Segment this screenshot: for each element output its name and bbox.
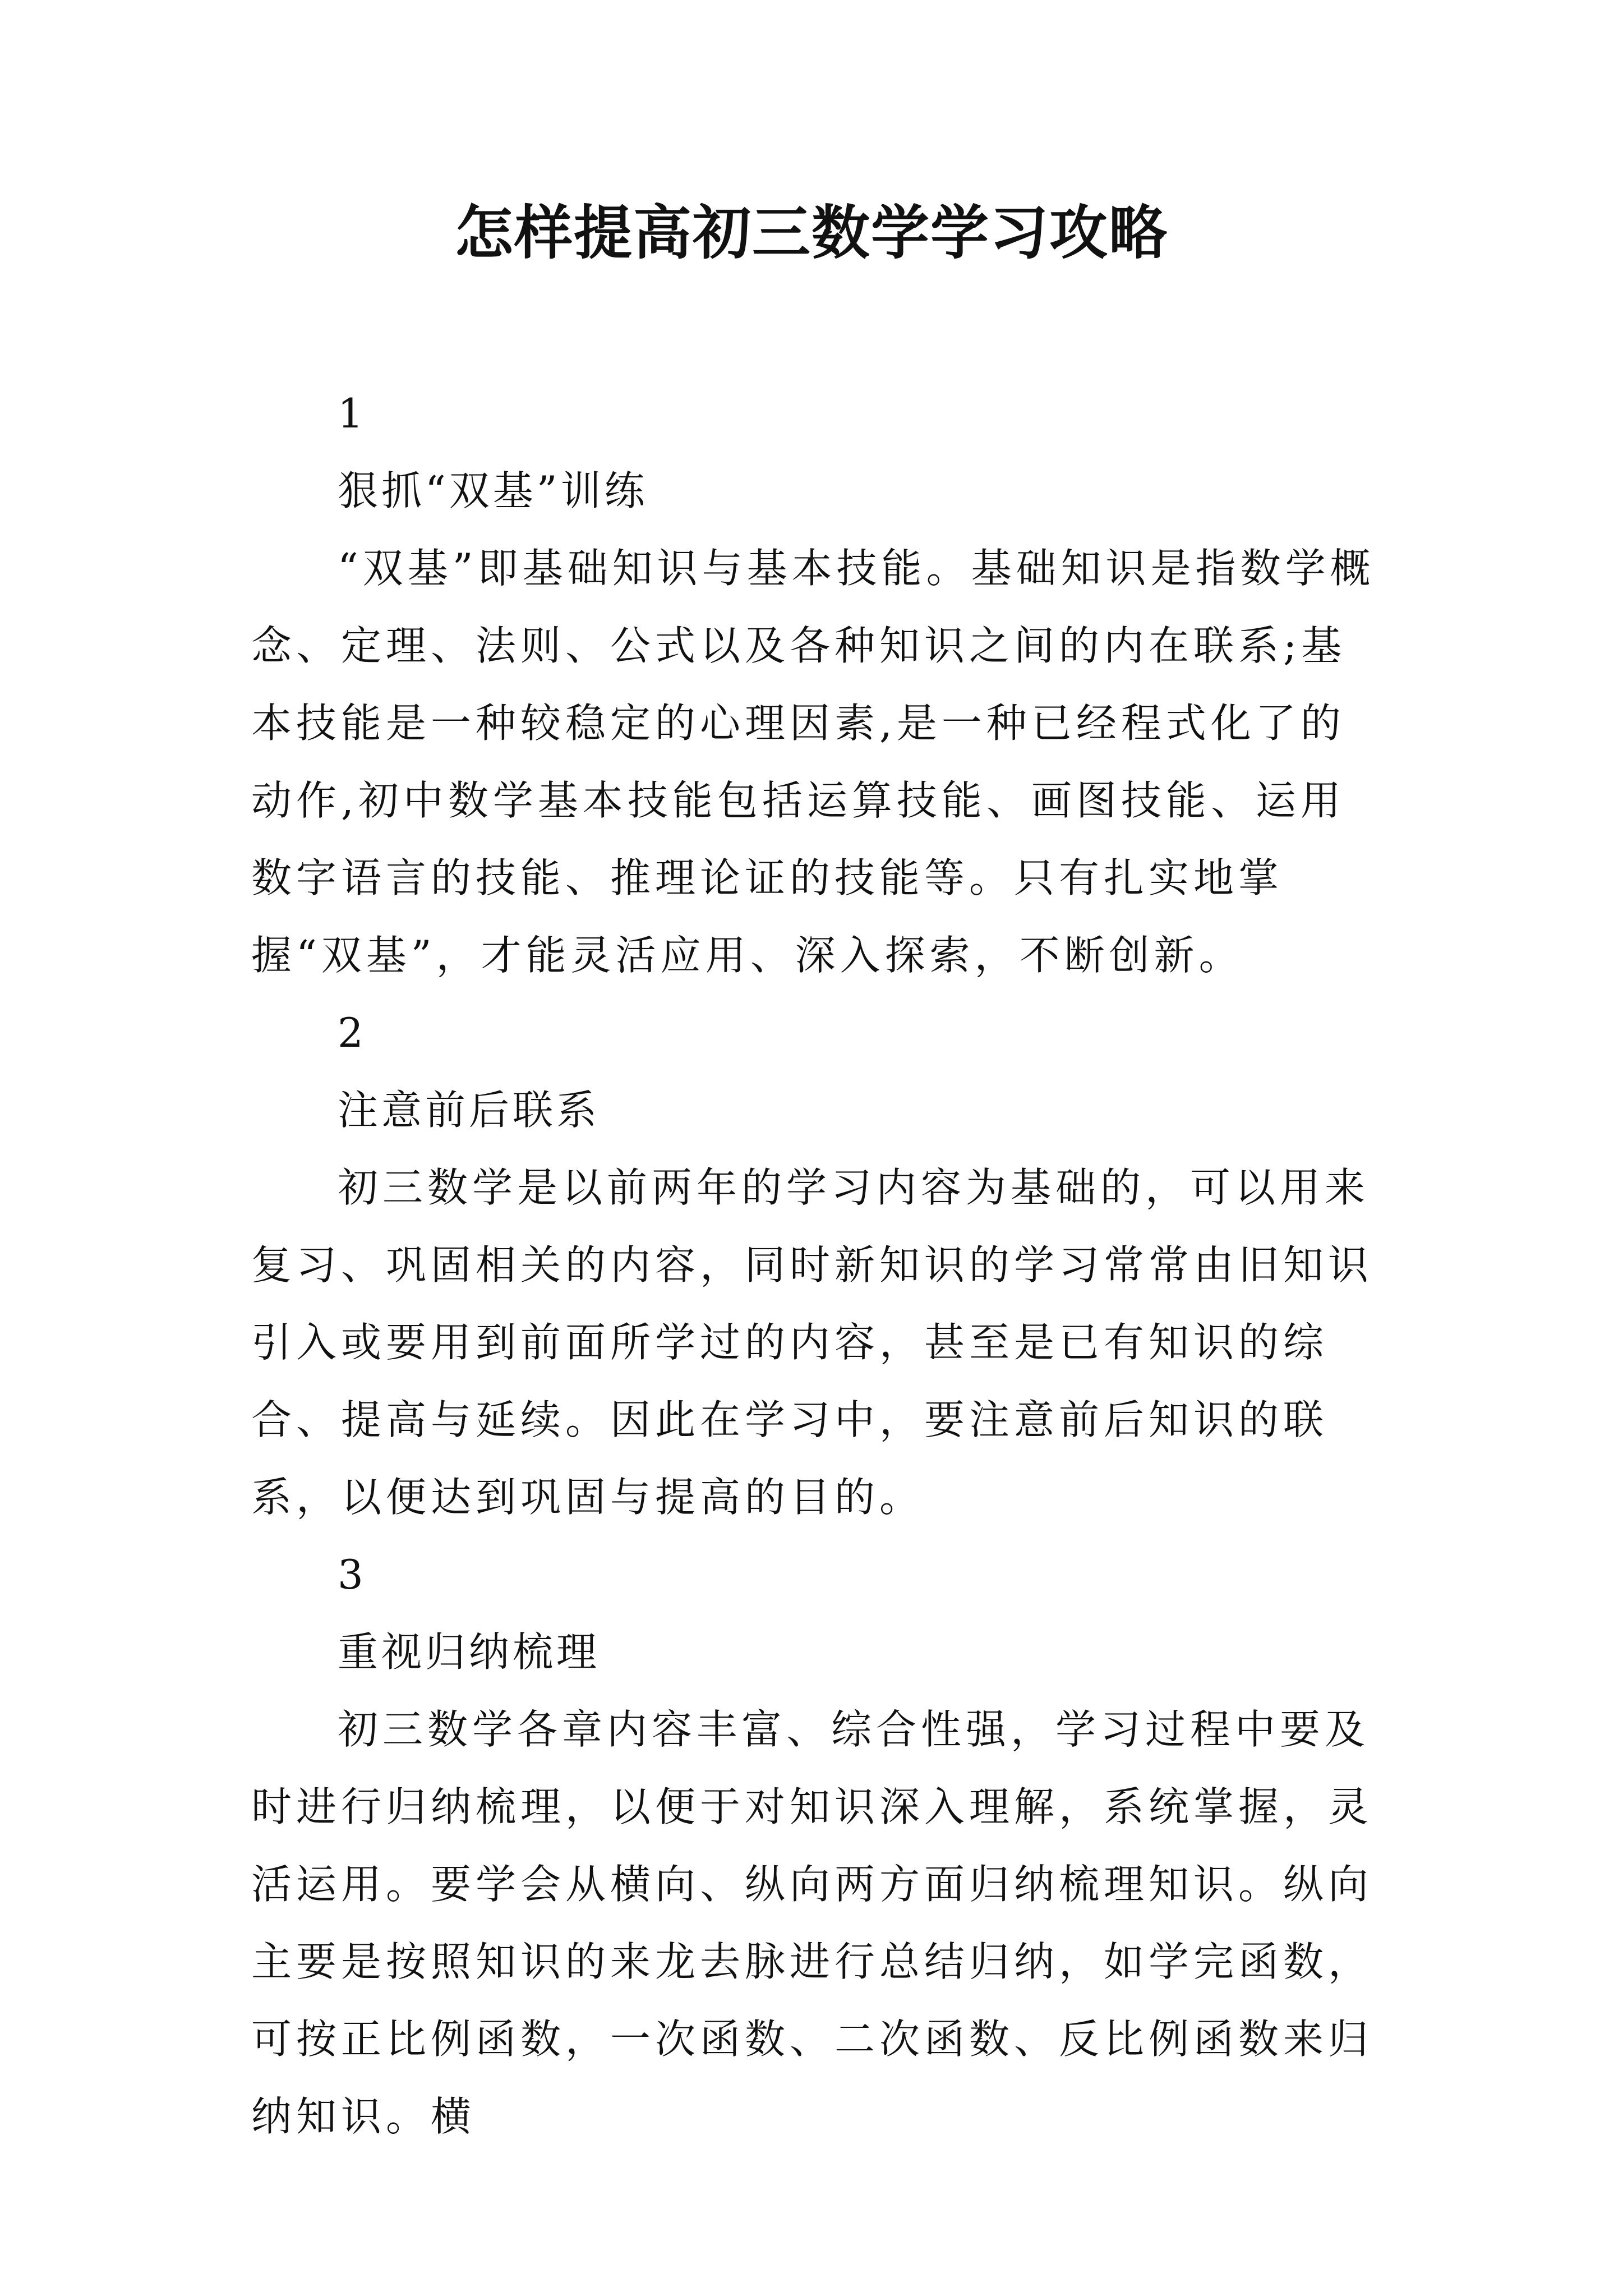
section-2-heading: 注意前后联系	[338, 1087, 601, 1134]
section-3-heading: 重视归纳梳理	[338, 1628, 601, 1676]
section-1-paragraph: “双基”即基础知识与基本技能。基础知识是指数学概念、定理、法则、公式以及各种知识之间的内在联系;基本技能是一种较稳定的心理因素,是一种已经程式化了的动作,初中数学基本技能包括运算技能、画图技能、运用数字语言的技能、推理论证的技能等。只有扎实地掌握“双基”，才能灵活应用、深入探索，不断创新。	[251, 545, 1375, 979]
document-body	[251, 375, 1378, 2155]
section-2-number: 2	[338, 1009, 367, 1056]
section-1-heading: 狠抓“双基”训练	[338, 467, 648, 514]
section-1-number: 1	[338, 390, 367, 437]
section-2-paragraph: 初三数学是以前两年的学习内容为基础的，可以用来复习、巩固相关的内容，同时新知识的学习常常由旧知识引入或要用到前面所学过的内容，甚至是已有知识的综合、提高与延续。因此在学习中，要注意前后知识的联系，以便达到巩固与提高的目的。	[251, 1164, 1373, 1521]
section-3-paragraph: 初三数学各章内容丰富、综合性强，学习过程中要及时进行归纳梳理，以便于对知识深入理解，系统掌握，灵活运用。要学会从横向、纵向两方面归纳梳理知识。纵向主要是按照知识的来龙去脉进行总结归纳，如学完函数，可按正比例函数，一次函数、二次函数、反比例函数来归纳知识。横	[251, 1706, 1373, 2140]
document-title: 怎样提高初三数学学习攻略	[454, 198, 1168, 267]
section-3-number: 3	[338, 1551, 367, 1598]
